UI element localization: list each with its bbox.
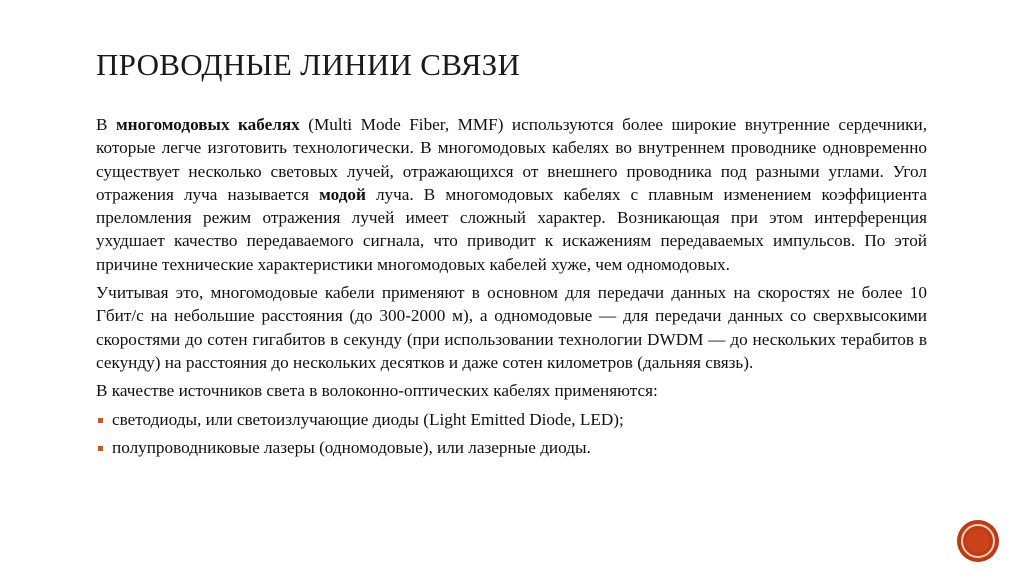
text-run: луча. В многомодовых кабелях с плавным изменением коэффициента преломления режим отражения лучей имеет сложный характер. Возникающая при этом интерференция ухудшает качество передаваемого сигнала, что приводит к искажениям передаваемых импульсов. По этой причине технические характеристики многомодовых кабелей хуже, чем одномодовых. [96,184,927,274]
square-bullet-icon [98,446,103,451]
term-mode: модой [319,184,366,204]
slide-body [96,113,927,464]
light-source-list [96,408,927,460]
text-run: (Multi Mode Fiber, MMF) используются более широкие внутренние сердечники, которые легче изготовить технологически. В многомодовых кабелях во внутреннем проводнике одновременно существует несколько световых лучей, отражающихся от внешнего проводника под разными углами. Угол отражения луча называется [96,115,927,204]
slide-badge-circle-icon [958,521,998,561]
slide-title: ПРОВОДНЫЕ ЛИНИИ СВЯЗИ [96,47,521,82]
term-multimode-cables: многомодовых кабелях [115,115,300,134]
list-item-led [96,408,927,431]
square-bullet-icon [98,418,103,423]
paragraph-multimode-cables [96,113,927,276]
list-item-laser [96,436,927,459]
list-item-text: полупроводниковые лазеры (одномодовые), или лазерные диоды. [112,437,591,457]
badge-inner [966,529,990,553]
text-run: В [96,115,116,134]
paragraph-light-sources: В качестве источников света в волоконно-оптических кабелях применяются: [96,381,658,401]
paragraph-usage: Учитывая это, многомодовые кабели применяют в основном для передачи данных на скоростях не более 10 Гбит/с на небольшие расстояния (до 300-2000 м), а одномодовые — для передачи данных со сверхвысокими скоростями до сотен гигабитов в секунду (при использовании технологии DWDM — до нескольких терабитов в секунду) на расстояния до нескольких десятков и даже сотен километров (дальняя связь). [96,283,927,372]
badge-ring [961,524,995,558]
list-item-text: светодиоды, или светоизлучающие диоды (Light Emitted Diode, LED); [112,409,624,429]
